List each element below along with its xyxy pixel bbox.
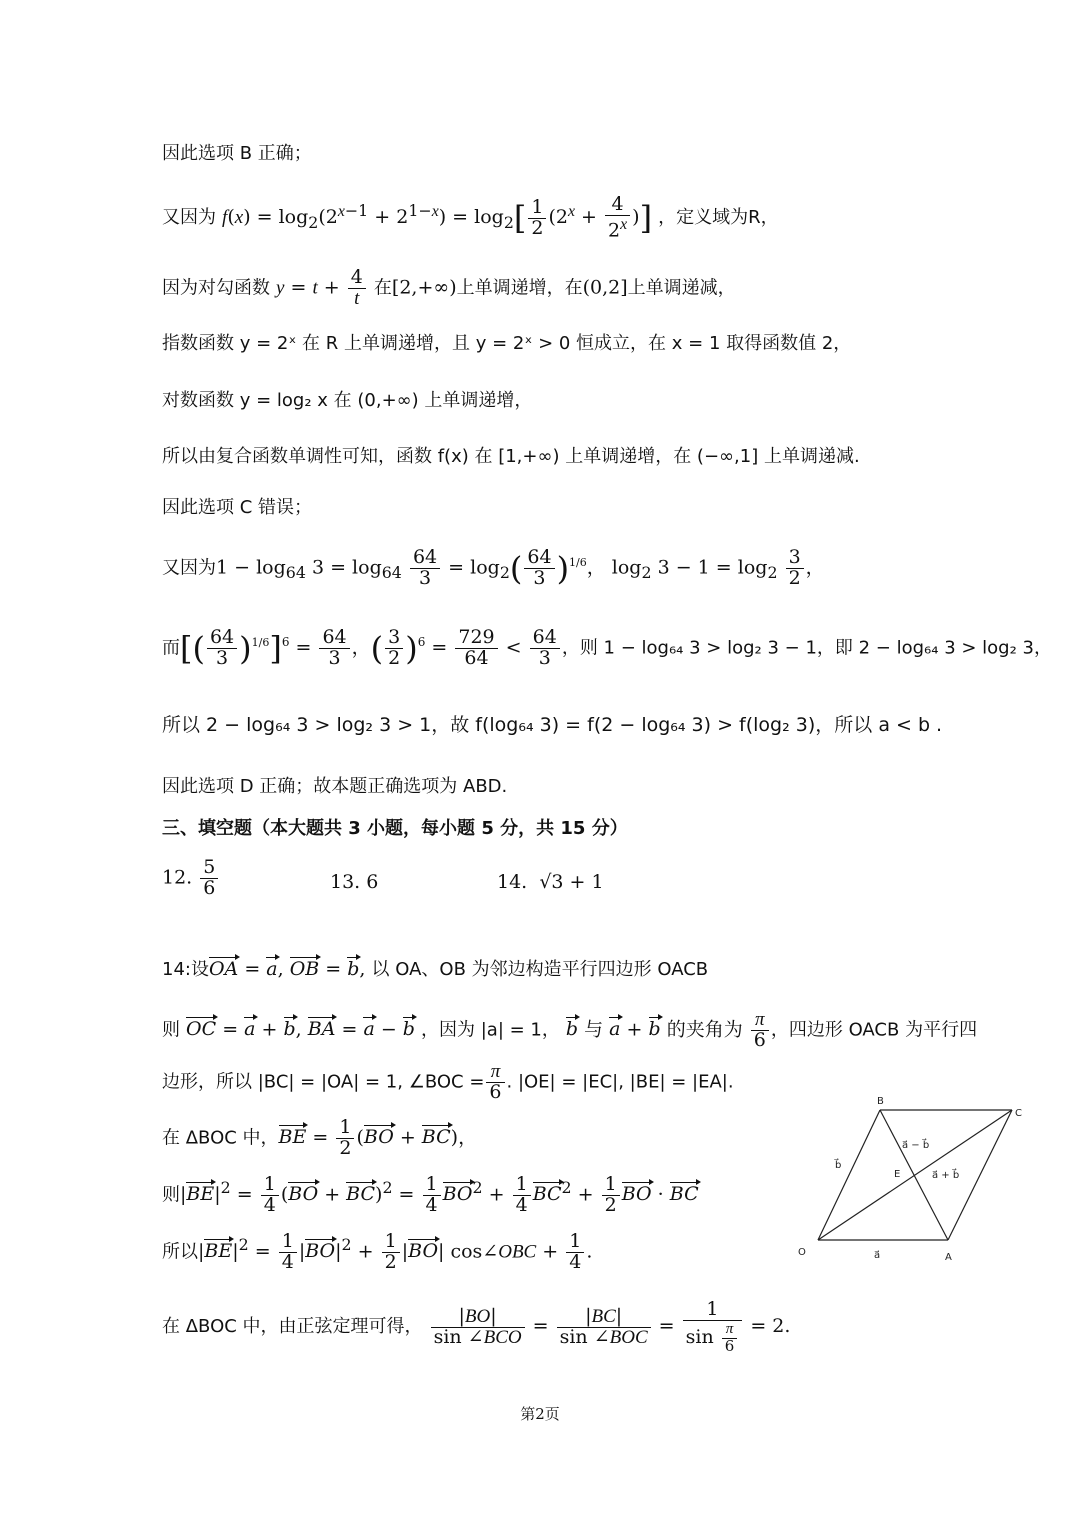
label-E: E xyxy=(894,1169,901,1180)
text-line-1: 因此选项 B 正确； xyxy=(162,143,312,164)
text-line-7: 因此选项 C 错误； xyxy=(162,497,313,518)
section-heading: 三、填空题（本大题共 3 小题，每小题 5 分，共 15 分） xyxy=(162,818,628,839)
text-line-8: 又因为$1 - \log_{64} 3 = \log_{64}$ $\frac{64}{3}$ = $\log_2$( $\frac{64}{3}$ )$^{1/6}$， $\log_2 3 - 1 = \log_2$ $\frac{3}{2}$ ， xyxy=(162,546,825,589)
text-line-10: 所以 2 − log₆₄ 3 > log₂ 3 > 1，故 f(log₆₄ 3) = f(2 − log₆₄ 3) > f(log₂ 3)，所以 a < b . xyxy=(162,714,943,736)
solution-line-6: 所以$|BE|^2$ = $\frac{1}{4}$ $|BO|^2$ + $\frac{1}{2}$ |BO| cos∠OBC + $\frac{1}{4}$ . xyxy=(162,1230,593,1273)
parallelogram-diagram xyxy=(790,1090,1030,1270)
text-line-6: 所以由复合函数单调性可知，函数 f(x) 在 [1,+∞) 上单调递增，在 (−∞,1] 上单调递减. xyxy=(162,446,860,467)
label-B: B xyxy=(877,1096,884,1107)
text-line-11: 因此选项 D 正确；故本题正确选项为 ABD. xyxy=(162,776,508,797)
solution-line-1: 14:设OA = a, OB = b, 以 OA、OB 为邻边构造平行四边形 OACB xyxy=(162,958,709,980)
text-line-4: 指数函数 y = 2ˣ 在 R 上单调递增，且 y = 2ˣ > 0 恒成立，在 x = 1 取得函数值 2， xyxy=(162,333,852,354)
text-line-5: 对数函数 y = log₂ x 在 (0,+∞) 上单调递增， xyxy=(162,390,533,411)
label-vec-a: a⃗ xyxy=(874,1250,881,1261)
answer-13: 13. 6 xyxy=(330,871,379,893)
label-C: C xyxy=(1015,1108,1022,1119)
answer-14: 14. √3 + 1 xyxy=(497,871,604,893)
label-vec-diff: a⃗ − b⃗ xyxy=(902,1140,930,1151)
solution-line-2: 则 OC = a + b, BA = a − b ，因为 |a| = 1， b 与 a + b 的夹角为 $\frac{\pi}{6}$ ，四边形 OACB 为平行四 xyxy=(162,1009,978,1051)
label-O: O xyxy=(798,1247,806,1258)
diagonal-OC xyxy=(818,1110,1012,1240)
solution-line-5: 则$|BE|^2$ = $\frac{1}{4}$ (BO + BC)$^2$ = $\frac{1}{4}$ $BO^2$ + $\frac{1}{4}$ $BC^2$ + $\frac{1}{2}$ BO · BC xyxy=(162,1173,699,1216)
edge-OB xyxy=(818,1110,880,1240)
answer-12-fraction: $\frac{5}{6}$ xyxy=(200,858,218,899)
solution-line-7: 在 ΔBOC 中，由正弦定理可得， $\frac{|BO|}{\text{sin ∠BCO}}$ = $\frac{|BC|}{\text{sin ∠BOC}}$ = 1 sin $\frac{\pi}{6}$ = 2. xyxy=(162,1298,791,1355)
label-A: A xyxy=(945,1252,952,1263)
text-line-9: 而[( $\frac{64}{3}$ )$^{1/6}$]$^6$ = $\frac{64}{3}$ ，( $\frac{3}{2}$ )$^6$ = $\frac{729}{64}$ < $\frac{64}{3}$ ，则 1 − log₆₄ 3 > log₂ 3 − 1，即 2 − log₆₄ 3 > log₂ 3， xyxy=(162,626,1053,669)
text-line-3: 因为对勾函数 y = t + $\frac{4}{t}$ 在[2,+∞)上单调递增，在(0,2]上单调递减， xyxy=(162,266,736,309)
label-vec-sum: a⃗ + b⃗ xyxy=(932,1170,960,1181)
solution-line-3: 边形，所以 |BC| = |OA| = 1, ∠BOC = $\frac{\pi}{6}$ . |OE| = |EC|, |BE| = |EA|. xyxy=(162,1061,734,1103)
solution-line-4: 在 ΔBOC 中，BE = $\frac{1}{2}$ (BO + BC)， xyxy=(162,1116,478,1159)
answers-row: 12. $\frac{5}{6}$ xyxy=(162,858,220,899)
text-line-2: 又因为 $f(x) = \log_2(2^{x-1} + 2^{1-x}) = \log_2$[ $\frac{1}{2}$ ($2^x$ + $\frac{4}{2^x}$ )] ，定义域为R， xyxy=(162,193,779,242)
label-vec-b: b⃗ xyxy=(835,1160,842,1171)
page-number: 第2页 xyxy=(520,1405,560,1423)
